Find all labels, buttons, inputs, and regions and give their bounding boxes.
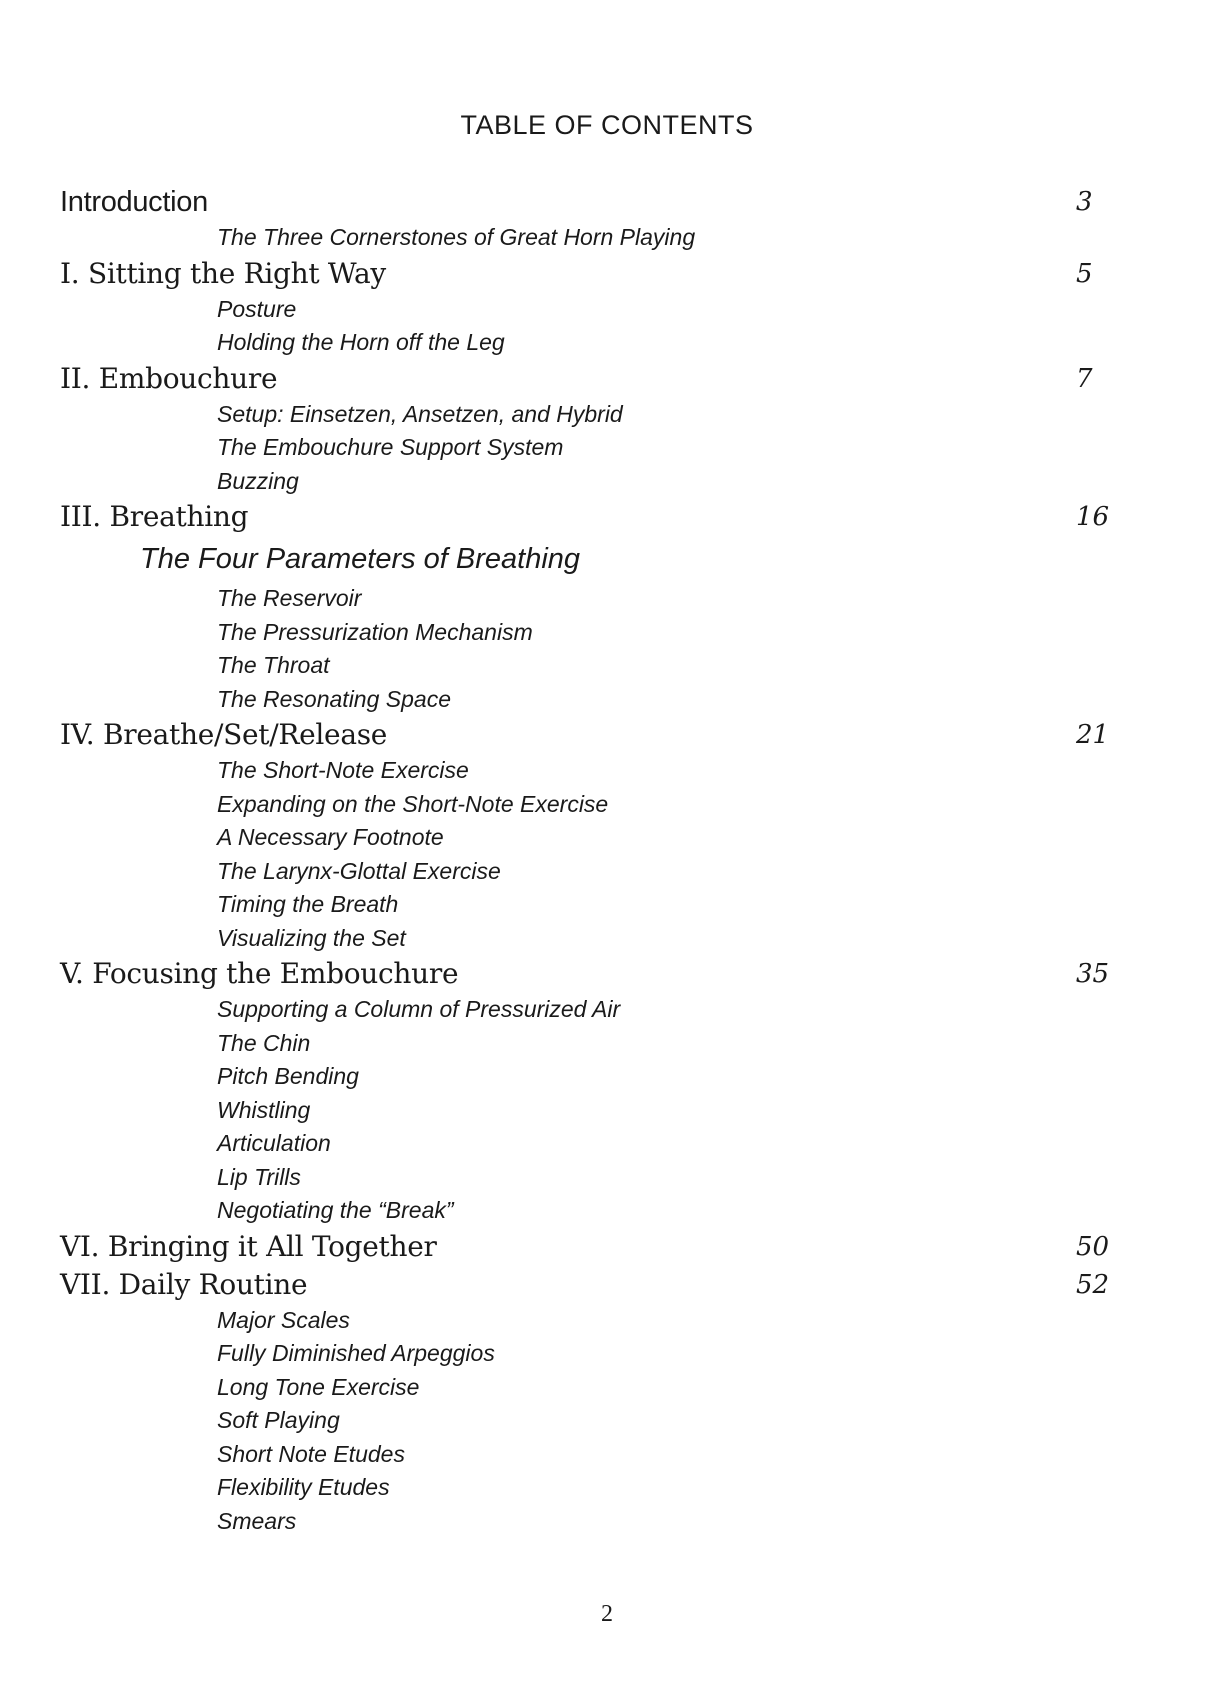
- toc-section: The Pressurization Mechanism: [217, 618, 533, 645]
- toc-section: Lip Trills: [217, 1163, 301, 1190]
- chapter-page-number: 16: [1076, 502, 1110, 532]
- chapter-title: Introduction: [60, 186, 208, 218]
- toc-section: Short Note Etudes: [217, 1440, 405, 1467]
- chapter-title: IV. Breathe/Set/Release: [60, 718, 388, 751]
- toc-chapter: [60, 498, 1120, 536]
- toc-section: Pitch Bending: [217, 1063, 359, 1089]
- chapter-page-number: 52: [1076, 1269, 1110, 1300]
- page-title: TABLE OF CONTENTS: [460, 110, 754, 140]
- chapter-page-number: 35: [1076, 959, 1110, 989]
- toc-section: A Necessary Footnote: [217, 824, 444, 850]
- toc-section: Expanding on the Short-Note Exercise: [217, 790, 609, 817]
- toc-section: Posture: [217, 295, 297, 322]
- toc-chapter: [60, 1228, 1120, 1266]
- toc-section: Setup: Einsetzen, Ansetzen, and Hybrid: [217, 400, 623, 427]
- chapter-title: VI. Bringing it All Together: [60, 1229, 437, 1263]
- toc-section: Long Tone Exercise: [217, 1373, 420, 1400]
- toc-chapter: [60, 183, 1120, 221]
- toc-section: The Throat: [217, 652, 330, 678]
- page-number: 2: [601, 1601, 613, 1627]
- toc-section: The Resonating Space: [217, 685, 451, 712]
- toc-section: Buzzing: [217, 467, 299, 494]
- table-of-contents: [60, 183, 1120, 1538]
- chapter-page-number: 50: [1076, 1231, 1110, 1262]
- toc-section: The Reservoir: [217, 585, 362, 611]
- chapter-title: III. Breathing: [60, 500, 249, 533]
- chapter-title: I. Sitting the Right Way: [60, 256, 386, 290]
- toc-chapter: [60, 1266, 1120, 1304]
- toc-section: Negotiating the “Break”: [217, 1197, 454, 1223]
- toc-section: Whistling: [217, 1096, 311, 1123]
- toc-chapter: [60, 716, 1120, 754]
- toc-section: Holding the Horn off the Leg: [217, 329, 505, 355]
- toc-chapter: [60, 955, 1120, 993]
- toc-section: Visualizing the Set: [217, 924, 406, 951]
- toc-section: Fully Diminished Arpeggios: [217, 1340, 495, 1366]
- toc-section: Flexibility Etudes: [217, 1474, 390, 1500]
- chapter-title: II. Embouchure: [60, 361, 278, 395]
- toc-section: Articulation: [217, 1130, 331, 1156]
- chapter-title: VII. Daily Routine: [60, 1267, 308, 1301]
- toc-section: Smears: [217, 1507, 297, 1534]
- chapter-title: V. Focusing the Embouchure: [60, 957, 459, 990]
- toc-section: Supporting a Column of Pressurized Air: [217, 996, 621, 1022]
- chapter-page-number: 21: [1076, 720, 1110, 750]
- toc-section: Soft Playing: [217, 1407, 340, 1433]
- toc-section: Major Scales: [217, 1306, 350, 1333]
- toc-subheading: The Four Parameters of Breathing: [140, 543, 581, 575]
- toc-section: The Short-Note Exercise: [217, 757, 469, 783]
- chapter-page-number: 7: [1076, 363, 1093, 394]
- toc-section: The Three Cornerstones of Great Horn Playing: [217, 224, 696, 250]
- chapter-page-number: 5: [1076, 258, 1093, 289]
- toc-section: Timing the Breath: [217, 891, 399, 917]
- chapter-page-number: 3: [1076, 187, 1093, 217]
- toc-chapter: [60, 360, 1120, 398]
- toc-section: The Embouchure Support System: [217, 434, 564, 460]
- toc-chapter: [60, 255, 1120, 293]
- toc-section: The Chin: [217, 1029, 311, 1056]
- toc-section: The Larynx-Glottal Exercise: [217, 857, 501, 884]
